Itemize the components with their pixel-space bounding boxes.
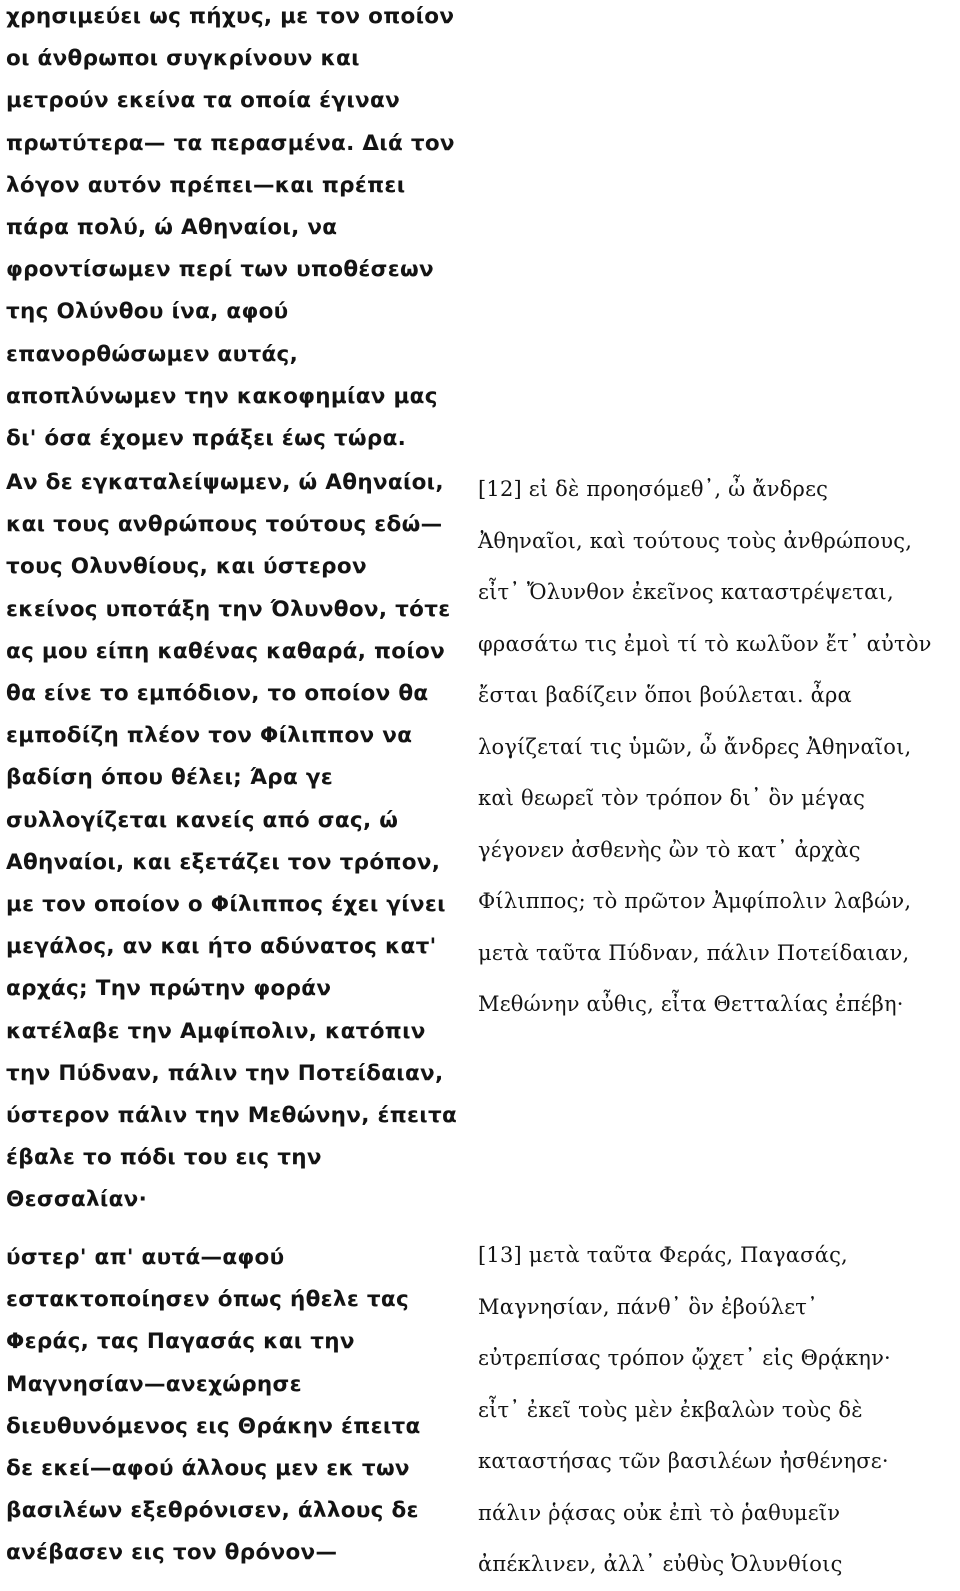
text-line: γέγονεν ἀσθενὴς ὢν τὸ κατ᾽ ἀρχὰς (478, 837, 861, 862)
text-line: πάρα πολύ, ώ Αθηναίοι, να (6, 215, 338, 241)
text-line: Μαγνησίαν—ανεχώρησε (6, 1371, 302, 1397)
text-line: χρησιμεύει ως πήχυς, με τον οποίον (6, 4, 455, 29)
modern-greek-paragraph-3 (6, 1237, 476, 1575)
text-line: Φίλιππος; τὸ πρῶτον Ἀμφίπολιν λαβών, (478, 889, 912, 913)
text-line: λόγον αυτόν πρέπει—και πρέπει (6, 172, 406, 198)
text-line: καὶ θεωρεῖ τὸν τρόπον δι᾽ ὃν μέγας (478, 786, 866, 810)
ancient-greek-section-13 (478, 1230, 958, 1591)
text-line: θα είνε το εμπόδιον, το οποίον θα (6, 681, 429, 707)
text-line: πάλιν ῥᾴσας οὐκ ἐπὶ τὸ ῥαθυμεῖν (478, 1500, 841, 1525)
text-line: διευθυνόμενος εις Θράκην έπειτα (6, 1413, 421, 1439)
text-line: Μεθώνην αὖθις, εἶτα Θετταλίας ἐπέβη· (478, 992, 904, 1016)
text-line: καταστήσας τῶν βασιλέων ἠσθένησε· (478, 1449, 889, 1473)
text-line: Θεσσαλίαν· (6, 1187, 148, 1213)
text-line: φρασάτω τις ἐμοὶ τί τὸ κωλῦον ἔτ᾽ αὐτὸν (478, 631, 932, 656)
text-line: και τους ανθρώπους τούτους εδώ— (6, 512, 443, 538)
text-line: μετὰ ταῦτα Πύδναν, πάλιν Ποτείδαιαν, (478, 940, 910, 965)
text-line: εἶτ᾽ Ὄλυνθον ἐκεῖνος καταστρέψεται, (478, 580, 894, 604)
text-line: [12] εἰ δὲ προησόμεθ᾽, ὦ ἄνδρες (478, 477, 829, 501)
text-line: εκείνος υποτάξη την Όλυνθον, τότε (6, 596, 451, 622)
text-line: ας μου είπη καθένας καθαρά, ποίον (6, 638, 446, 664)
text-line: την Πύδναν, πάλιν την Ποτείδαιαν, (6, 1060, 444, 1086)
text-line: Ἀθηναῖοι, καὶ τούτους τοὺς ἀνθρώπους, (478, 528, 913, 553)
text-line: Φεράς, τας Παγασάς και την (6, 1329, 355, 1355)
text-line: βασιλέων εξεθρόνισεν, άλλους δε (6, 1498, 419, 1524)
text-line: συλλογίζεται κανείς από σας, ώ (6, 807, 399, 833)
text-line: πρωτύτερα— τα περασμένα. Διά τον (6, 130, 455, 156)
text-line: τους Ολυνθίους, και ύστερον (6, 554, 367, 580)
text-line: [13] μετὰ ταῦτα Φεράς, Παγασάς, (478, 1243, 848, 1267)
text-line: αποπλύνωμεν την κακοφημίαν μας (6, 383, 438, 409)
text-line: Αθηναίοι, και εξετάζει τον τρόπον, (6, 849, 441, 875)
text-line: εστακτοποίησεν όπως ήθελε τας (6, 1287, 410, 1313)
text-line: αρχάς; Την πρώτην φοράν (6, 976, 332, 1002)
text-line: εὐτρεπίσας τρόπον ᾤχετ᾽ εἰς Θρᾴκην· (478, 1346, 891, 1370)
text-line: μετρούν εκείνα τα οποία έγιναν (6, 88, 401, 114)
text-line: μεγάλος, αν και ήτο αδύνατος κατ' (6, 934, 437, 960)
text-line: Αν δε εγκαταλείψωμεν, ώ Αθηναίοι, (6, 470, 444, 495)
text-line: έβαλε το πόδι του εις την (6, 1145, 322, 1171)
text-line: φροντίσωμεν περί των υποθέσεων (6, 257, 434, 283)
text-line: εμποδίζη πλέον τον Φίλιππον να (6, 723, 413, 749)
ancient-greek-section-12 (478, 464, 958, 1031)
text-line: οι άνθρωποι συγκρίνουν και (6, 46, 360, 72)
text-line: της Ολύνθου ίνα, αφού (6, 299, 289, 325)
text-line: δι' όσα έχομεν πράξει έως τώρα. (6, 426, 407, 452)
text-line: με τον οποίον ο Φίλιππος έχει γίνει (6, 892, 446, 918)
modern-greek-paragraph-2 (6, 462, 476, 1222)
text-line: βαδίση όπου θέλει; Άρα γε (6, 765, 334, 791)
text-line: ἔσται βαδίζειν ὅποι βούλεται. ἆρα (478, 683, 852, 707)
text-line: ανέβασεν εις τον θρόνον— (6, 1540, 338, 1566)
text-line: ἀπέκλινεν, ἀλλ᾽ εὐθὺς Ὀλυνθίοις (478, 1552, 843, 1576)
modern-greek-paragraph-1 (6, 0, 476, 460)
text-line: επανορθώσωμεν αυτάς, (6, 341, 299, 367)
text-line: ύστερον πάλιν την Μεθώνην, έπειτα (6, 1103, 458, 1129)
text-line: ύστερ' απ' αυτά—αφού (6, 1245, 285, 1270)
text-line: δε εκεί—αφού άλλους μεν εκ των (6, 1456, 410, 1482)
text-line: εἶτ᾽ ἐκεῖ τοὺς μὲν ἐκβαλὼν τοὺς δὲ (478, 1397, 863, 1422)
text-line: λογίζεταί τις ὑμῶν, ὦ ἄνδρες Ἀθηναῖοι, (478, 734, 912, 759)
text-line: κατέλαβε την Αμφίπολιν, κατόπιν (6, 1018, 426, 1044)
text-line: Μαγνησίαν, πάνθ᾽ ὃν ἐβούλετ᾽ (478, 1294, 818, 1319)
